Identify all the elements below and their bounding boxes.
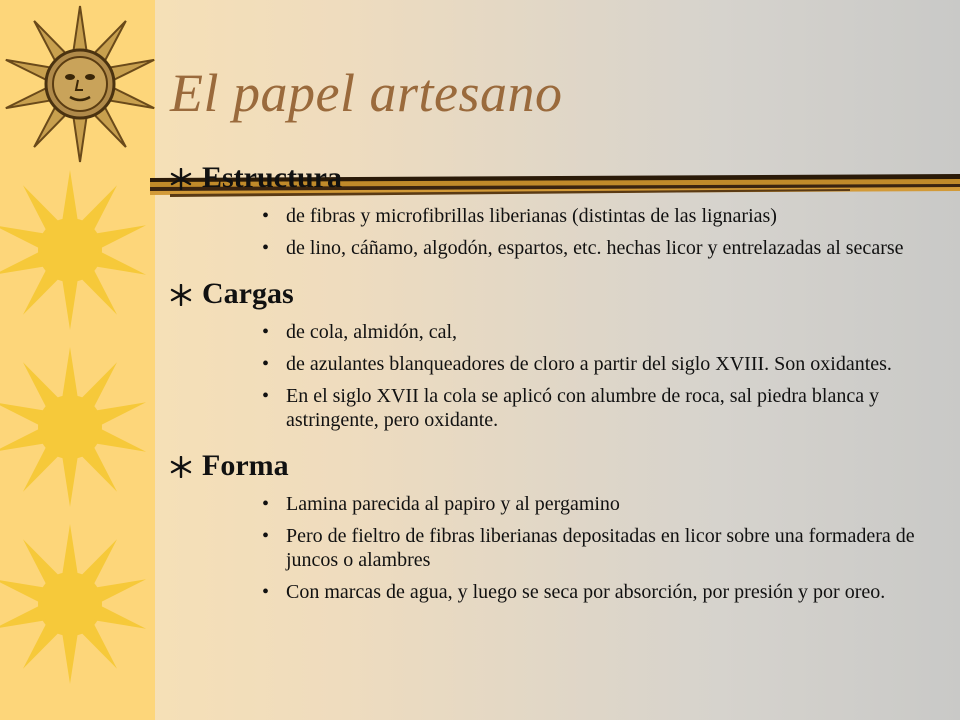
asterisk-star-icon: [170, 456, 192, 478]
sun-icon: [0, 168, 160, 333]
list-item: • Pero de fieltro de fibras liberianas depositadas en licor sobre una formadera de juncos o alambres: [262, 524, 950, 572]
section-heading: [170, 274, 950, 314]
list-item: • de cola, almidón, cal,: [262, 320, 950, 344]
asterisk-star-icon: [170, 284, 192, 306]
bullet-list: [170, 320, 950, 432]
list-item: • de azulantes blanqueadores de cloro a partir del siglo XVIII. Son oxidantes.: [262, 352, 950, 376]
section-heading: [170, 446, 950, 486]
sun-face-icon: [0, 2, 160, 167]
section-heading: [170, 158, 950, 198]
section-heading-text: Cargas: [202, 277, 294, 310]
sun-icon: [0, 522, 160, 687]
bullet-list: [170, 492, 950, 604]
slide-content: [170, 158, 950, 612]
bullet-list: [170, 204, 950, 260]
section-heading-text: Forma: [202, 449, 289, 482]
list-item: • Lamina parecida al papiro y al pergamino: [262, 492, 950, 516]
list-item: • de fibras y microfibrillas liberianas (distintas de las lignarias): [262, 204, 950, 228]
section-estructura: [170, 158, 950, 260]
section-cargas: [170, 274, 950, 432]
section-forma: [170, 446, 950, 604]
list-item: • En el siglo XVII la cola se aplicó con alumbre de roca, sal piedra blanca y astringente, pero oxidante.: [262, 384, 950, 432]
list-item: • Con marcas de agua, y luego se seca por absorción, por presión y por oreo.: [262, 580, 950, 604]
slide-title: El papel artesano: [170, 63, 563, 123]
asterisk-star-icon: [170, 168, 192, 190]
section-heading-text: Estructura: [202, 161, 342, 194]
sun-icon: [0, 345, 160, 510]
list-item: • de lino, cáñamo, algodón, espartos, etc. hechas licor y entrelazadas al secarse: [262, 236, 950, 260]
